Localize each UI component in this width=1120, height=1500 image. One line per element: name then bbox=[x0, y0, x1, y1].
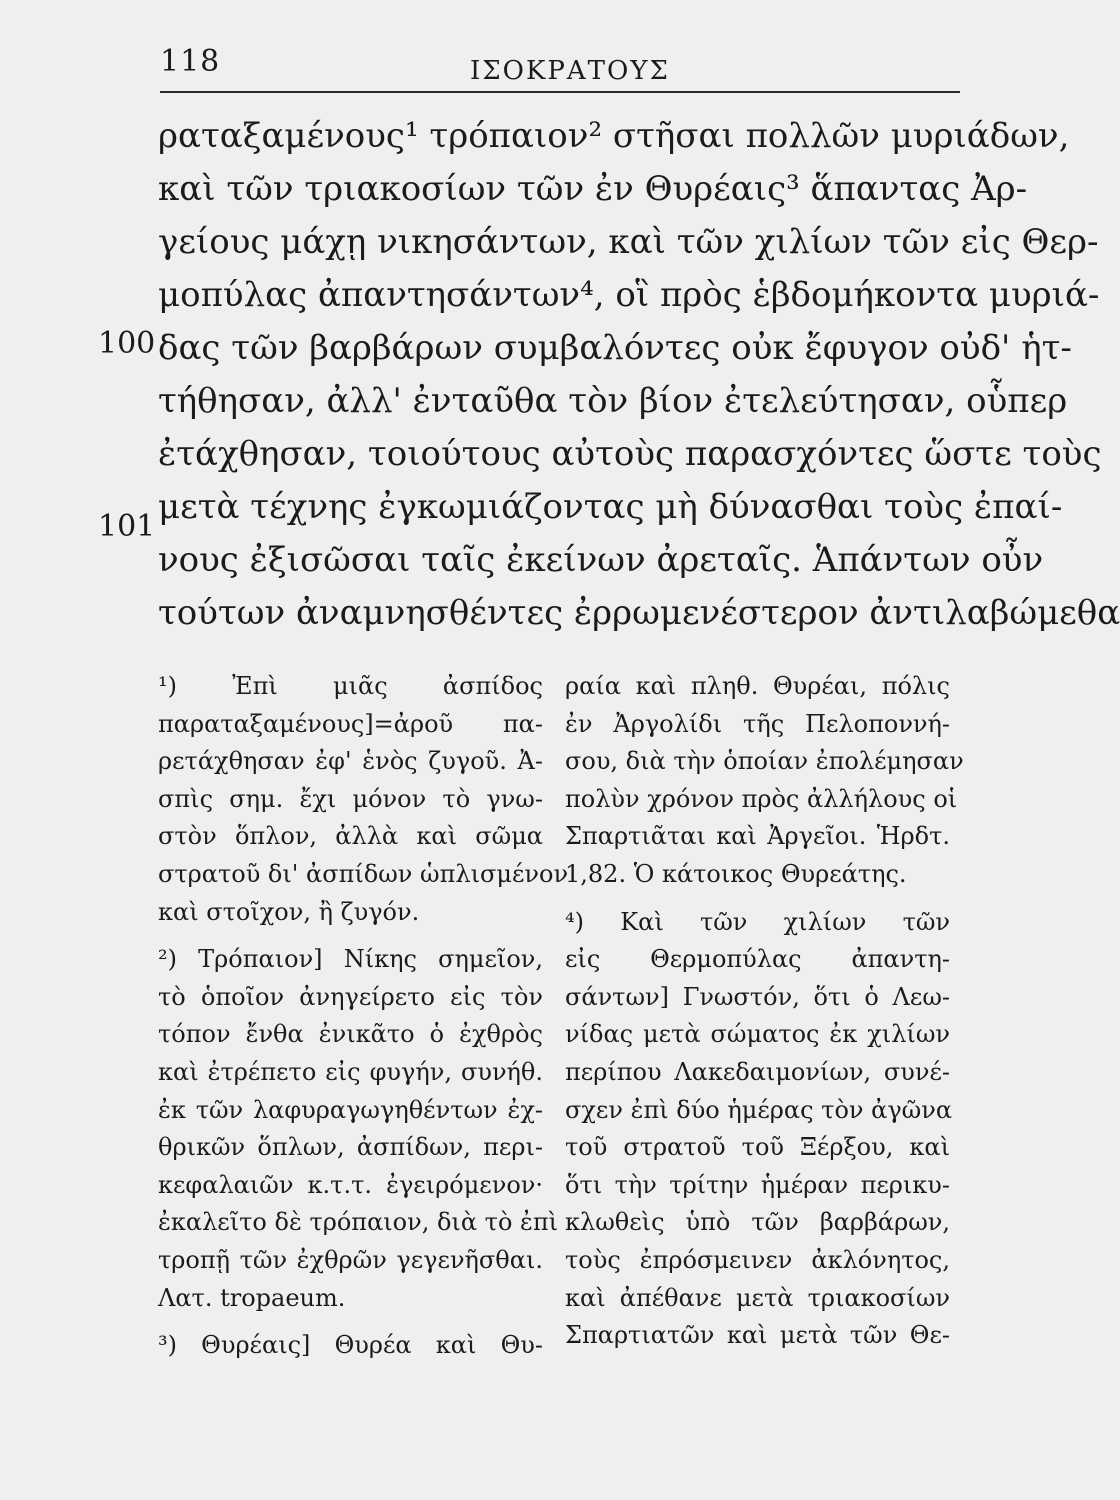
footnote-line: καὶ ἐτρέπετο εἰς φυγήν, συνήθ. bbox=[158, 1057, 543, 1086]
text-line: ἐτάχθησαν, τοιούτους αὐτοὺς παρασχόντες ὥστε τοὺς bbox=[158, 434, 1102, 474]
footnote-line: Λατ. tropaeum. bbox=[158, 1283, 346, 1312]
running-head: ΙΣΟΚΡΑΤΟΥΣ bbox=[470, 56, 670, 86]
footnote-line: ἐκ τῶν λαφυραγωγηθέντων ἐχ- bbox=[158, 1095, 543, 1124]
footnote-line: 1,82. Ὁ κάτοικος Θυρεάτης. bbox=[565, 859, 907, 888]
header-rule bbox=[160, 91, 960, 93]
footnote-line: εἰς Θερμοπύλας ἀπαντη- bbox=[565, 945, 950, 974]
page-number: 118 bbox=[160, 44, 221, 79]
footnote-line: κλωθεὶς ὑπὸ τῶν βαρβάρων, bbox=[565, 1208, 950, 1237]
footnote-line: παραταξαμένους]=ἀροῦ πα- bbox=[158, 709, 543, 738]
text-line: τούτων ἀναμνησθέντες ἐρρωμενέστερον ἀντιλαβώμεθα bbox=[158, 593, 1120, 633]
text-line: τήθησαν, ἀλλ' ἐνταῦθα τὸν βίον ἐτελεύτησαν, οὗπερ bbox=[158, 381, 1068, 421]
footnote-line: τροπῇ τῶν ἐχθρῶν γεγενῆσθαι. bbox=[158, 1245, 543, 1274]
footnote-line: καὶ ἀπέθανε μετὰ τριακοσίων bbox=[565, 1283, 950, 1312]
footnote-line: σπὶς σημ. ἔχι μόνον τὸ γνω- bbox=[158, 784, 543, 813]
marginal-section-number: 101 bbox=[98, 509, 156, 544]
footnote-line: ἐν Ἀργολίδι τῆς Πελοποννή- bbox=[565, 709, 950, 738]
footnote-line: ⁴) Καὶ τῶν χιλίων τῶν bbox=[565, 907, 950, 936]
main-text bbox=[158, 110, 1120, 640]
footnote-line: ³) Θυρέαις] Θυρέα καὶ Θυ- bbox=[158, 1331, 543, 1360]
footnotes-left-column bbox=[158, 668, 569, 1365]
page-header bbox=[160, 44, 960, 94]
footnote-line: σου, διὰ τὴν ὁποίαν ἐπολέμησαν bbox=[565, 747, 964, 776]
footnote-line: σχεν ἐπὶ δύο ἡμέρας τὸν ἀγῶνα bbox=[565, 1095, 953, 1124]
footnote-line: ὅτι τὴν τρίτην ἡμέραν περικυ- bbox=[565, 1170, 950, 1199]
footnotes-right-column bbox=[565, 668, 964, 1355]
text-line: δας τῶν βαρβάρων συμβαλόντες οὐκ ἔφυγον οὐδ' ἡτ- bbox=[158, 328, 1072, 368]
text-line: μετὰ τέχνης ἐγκωμιάζοντας μὴ δύνασθαι τοὺς ἐπαί- bbox=[158, 487, 1063, 527]
footnote-line: στρατοῦ δι' ἀσπίδων ὡπλισμένον bbox=[158, 859, 569, 888]
footnote-line: ²) Τρόπαιον] Νίκης σημεῖον, bbox=[158, 945, 543, 974]
marginal-section-number: 100 bbox=[98, 326, 156, 361]
footnote-line: ἐκαλεῖτο δὲ τρόπαιον, διὰ τὸ ἐπὶ bbox=[158, 1208, 559, 1237]
text-line: νους ἐξισῶσαι ταῖς ἐκείνων ἀρεταῖς. Ἁπάντων οὖν bbox=[158, 540, 1044, 580]
footnote-line: ρετάχθησαν ἐφ' ἑνὸς ζυγοῦ. Ἀ- bbox=[158, 747, 543, 776]
text-line: καὶ τῶν τριακοσίων τῶν ἐν Θυρέαις³ ἅπαντας Ἀρ- bbox=[158, 169, 1028, 209]
footnote-line: καὶ στοῖχον, ἢ ζυγόν. bbox=[158, 897, 420, 926]
footnote-line: Σπαρτιατῶν καὶ μετὰ τῶν Θε- bbox=[565, 1321, 950, 1350]
footnote-line: τοὺς ἐπρόσμεινεν ἀκλόνητος, bbox=[565, 1245, 950, 1274]
footnote-line: θρικῶν ὅπλων, ἀσπίδων, περι- bbox=[158, 1133, 543, 1162]
text-line: μοπύλας ἀπαντησάντων⁴, οἳ πρὸς ἑβδομήκοντα μυριά- bbox=[158, 275, 1100, 315]
footnote-line: πολὺν χρόνον πρὸς ἀλλήλους οἱ bbox=[565, 784, 958, 813]
footnote-line: Σπαρτιᾶται καὶ Ἀργεῖοι. Ἡρδτ. bbox=[565, 822, 950, 851]
footnote-line: ραία καὶ πληθ. Θυρέαι, πόλις bbox=[565, 672, 950, 700]
text-line: ραταξαμένους¹ τρόπαιον² στῆσαι πολλῶν μυριάδων, bbox=[158, 116, 1070, 156]
footnote-line: ¹) Ἐπὶ μιᾶς ἀσπίδος bbox=[158, 672, 543, 700]
footnote-line: τόπον ἔνθα ἐνικᾶτο ὁ ἐχθρὸς bbox=[158, 1020, 543, 1049]
footnote-line: τοῦ στρατοῦ τοῦ Ξέρξου, καὶ bbox=[565, 1133, 950, 1162]
footnote-line: νίδας μετὰ σώματος ἐκ χιλίων bbox=[565, 1020, 950, 1049]
footnote-line: σάντων] Γνωστόν, ὅτι ὁ Λεω- bbox=[565, 982, 950, 1011]
footnote-line: κεφαλαιῶν κ.τ.τ. ἐγειρόμενον· bbox=[158, 1170, 543, 1199]
footnote-line: στὸν ὅπλον, ἀλλὰ καὶ σῶμα bbox=[158, 822, 543, 851]
footnote-line: τὸ ὁποῖον ἀνηγείρετο εἰς τὸν bbox=[158, 982, 543, 1011]
footnote-line: περίπου Λακεδαιμονίων, συνέ- bbox=[565, 1057, 950, 1086]
text-line: γείους μάχῃ νικησάντων, καὶ τῶν χιλίων τῶν εἰς Θερ- bbox=[158, 222, 1099, 262]
